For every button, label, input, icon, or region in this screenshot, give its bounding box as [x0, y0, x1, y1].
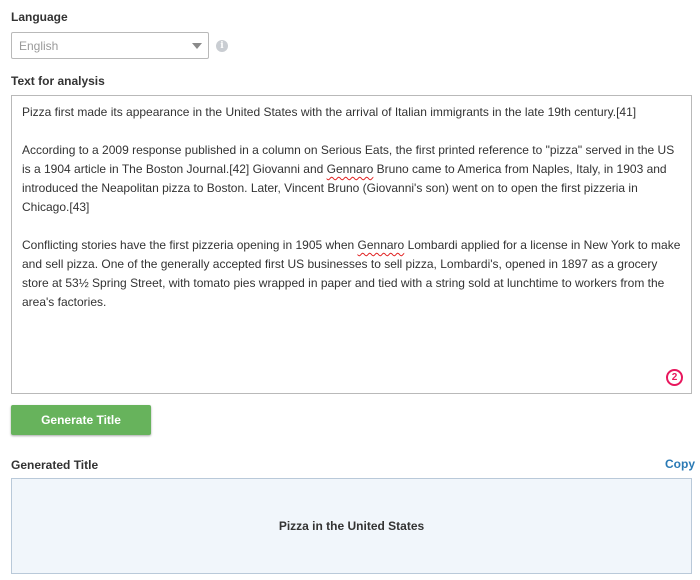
paragraph-1-text: Pizza first made its appearance in the United States with the arrival of Italian immigrants in the late 19th century.[41]: [22, 105, 637, 119]
paragraph-3-text-b: Lombardi applied for a license in New York to make and sell pizza. One of the generally accepted first US businesses to sell pizza, Lombardi's, opened in 1897 as a grocery store at 53½ Spring Street, with tomato pies wrapped in paper and tied with a string sold at lunchtime to workers from the area's factories.: [22, 238, 681, 309]
paragraph-2-text-b: Bruno came to America from Naples, Italy, in 1903 and introduced the Neapolitan pizza to Boston. Later, Vincent Bruno (Giovanni's son) went on to open the first pizzeria in Chicago.[43]: [22, 162, 667, 214]
language-select[interactable]: [11, 32, 209, 59]
info-icon[interactable]: i: [216, 40, 228, 52]
generated-title-box: [11, 478, 692, 574]
misspelled-word[interactable]: Gennaro: [326, 162, 374, 176]
generate-title-button[interactable]: Generate Title: [11, 405, 151, 435]
copy-link[interactable]: Copy: [665, 457, 695, 471]
generated-title-label: Generated Title: [11, 458, 99, 472]
text-for-analysis-label: Text for analysis: [11, 74, 105, 88]
chevron-down-icon[interactable]: [192, 43, 202, 49]
paragraph-1: [22, 103, 681, 122]
generated-title-text: Pizza in the United States: [278, 519, 425, 533]
paragraph-2: [22, 141, 681, 217]
language-label: Language: [11, 10, 68, 24]
spelling-error-count-badge[interactable]: 2: [666, 369, 683, 386]
analysis-textarea[interactable]: [11, 95, 692, 394]
paragraph-3-text-a: Conflicting stories have the first pizzeria opening in 1905 when: [22, 238, 358, 252]
paragraph-2-text-a: According to a 2009 response published in a column on Serious Eats, the first printed reference to "pizza" served in the US is a 1904 article in The Boston Journal.[42] Giovanni and: [22, 143, 675, 176]
misspelled-word[interactable]: Gennaro: [357, 238, 405, 252]
language-selected-value: English: [19, 39, 59, 53]
paragraph-3: [22, 236, 681, 312]
